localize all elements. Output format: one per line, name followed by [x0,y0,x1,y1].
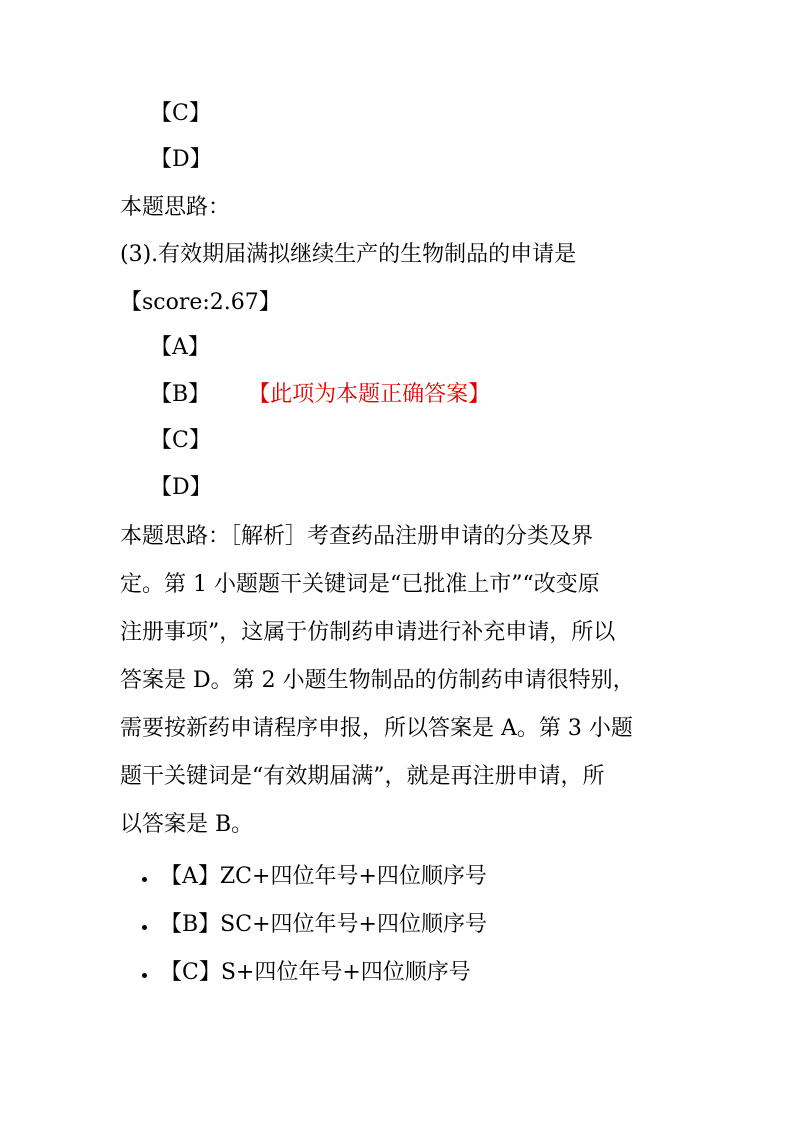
q2-option-c: 【C】 [150,101,211,126]
analysis-paragraph [120,513,680,849]
bullet-icon [142,925,147,930]
analysis-line: 题干关键词是“有效期届满”，就是再注册申请，所 [120,764,605,789]
list-item [140,910,487,958]
q3-option-d: 【D】 [150,475,212,500]
analysis-line: 答案是 D。第 2 小题生物制品的仿制药申请很特别， [120,668,635,693]
bullet-icon [142,973,147,978]
option-list [140,862,487,1006]
q3-score: 【score:2.67】 [120,290,281,315]
list-item [140,958,487,1006]
q3-option-b-row [150,380,490,410]
correct-answer-tag: 【此项为本题正确答案】 [248,382,491,407]
q3-option-c: 【C】 [150,428,211,453]
list-item-text: 【B】SC+四位年号+四位顺序号 [160,912,487,937]
list-item-text: 【A】ZC+四位年号+四位顺序号 [160,864,487,889]
q3-option-a: 【A】 [150,335,210,360]
q2-option-d: 【D】 [150,147,212,172]
list-item [140,862,487,910]
analysis-line: 定。第 1 小题题干关键词是“已批准上市”“改变原 [120,572,600,597]
analysis-line: 以答案是 B。 [120,812,254,837]
q3-option-b: 【B】 [150,382,211,407]
analysis-line: 本题思路：［解析］考查药品注册申请的分类及界 [120,524,594,549]
analysis-line: 注册事项”，这属于仿制药申请进行补充申请，所以 [120,620,616,645]
list-item-text: 【C】S+四位年号+四位顺序号 [160,960,471,985]
analysis-line: 需要按新药申请程序申报，所以答案是 A。第 3 小题 [120,716,633,741]
q2-thinking-label: 本题思路： [120,195,231,220]
q3-stem: (3).有效期届满拟继续生产的生物制品的申请是 [120,242,577,267]
bullet-icon [142,877,147,882]
